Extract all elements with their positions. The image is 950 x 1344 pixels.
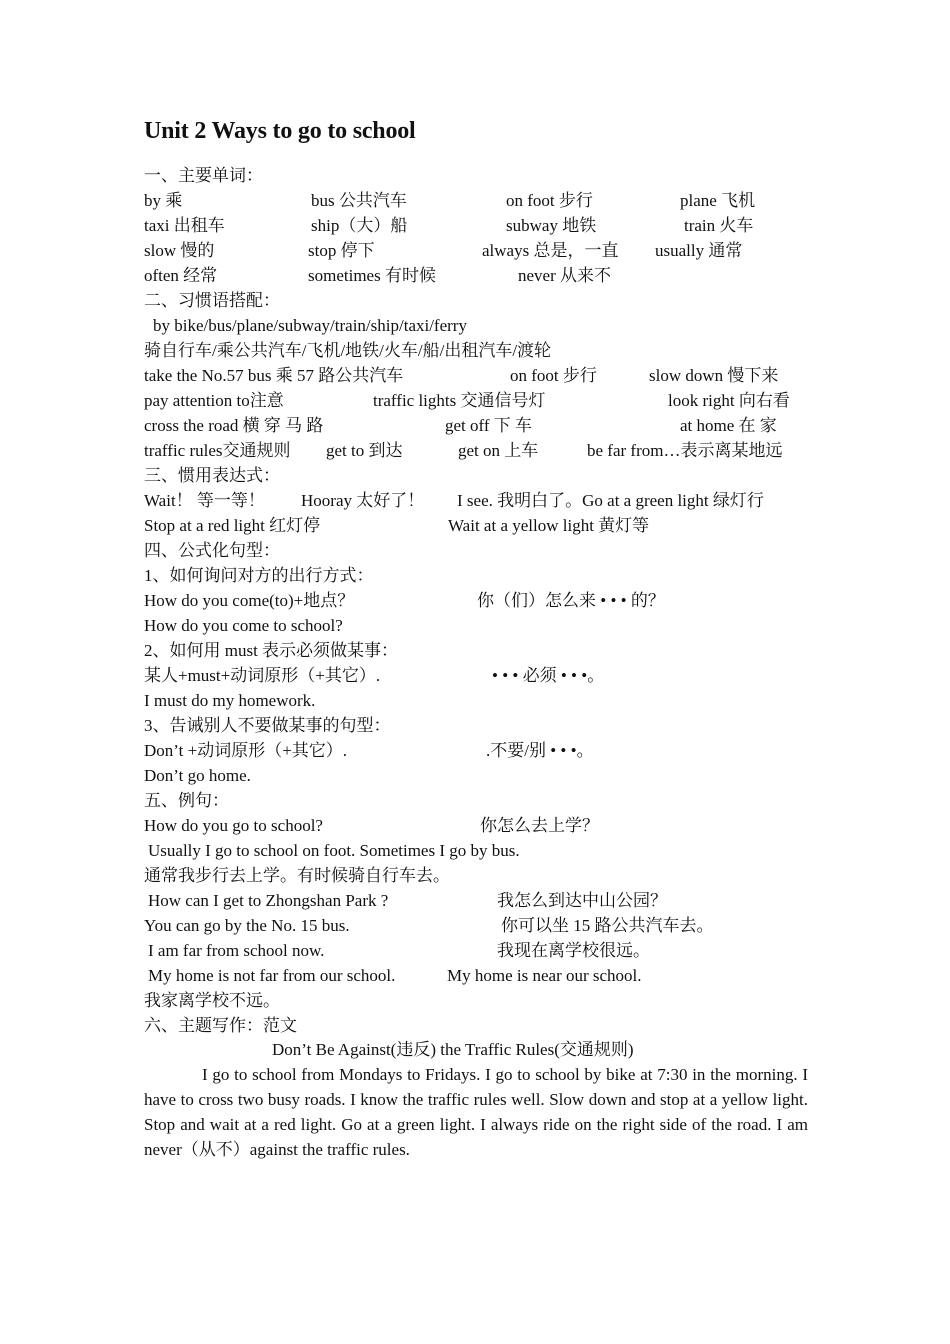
example-translation: 通常我步行去上学。有时候骑自行车去。: [144, 866, 450, 885]
expression-item: Stop at a red light 红灯停: [144, 516, 321, 535]
phrase-item: traffic lights 交通信号灯: [373, 391, 546, 410]
pattern-item: 某人+must+动词原形（+其它）.: [144, 666, 381, 685]
example-translation: 我现在离学校很远。: [497, 941, 650, 960]
section-heading-vocab: 一、主要单词：: [144, 166, 263, 185]
vocab-item: train 火车: [684, 216, 754, 235]
expression-item: Wait at a yellow light 黄灯等: [448, 516, 650, 535]
expression-item: Wait！ 等一等！: [144, 491, 265, 510]
pattern-item: 你（们）怎么来 • • • 的？: [477, 591, 665, 610]
vocab-item: on foot 步行: [506, 191, 593, 210]
section-heading-phrases: 二、习惯语搭配：: [144, 291, 280, 310]
phrase-item: on foot 步行: [510, 366, 597, 385]
phrase-item: be far from…表示离某地远: [587, 441, 783, 460]
phrase-item: pay attention to注意: [144, 391, 284, 410]
example-sentence: My home is not far from our school.: [148, 966, 396, 985]
section-heading-examples: 五、例句：: [144, 791, 229, 810]
vocab-item: often 经常: [144, 266, 218, 285]
pattern-example: I must do my homework.: [144, 691, 316, 710]
vocab-item: taxi 出租车: [144, 216, 225, 235]
example-translation: 我家离学校不远。: [144, 991, 280, 1010]
section-heading-writing: 六、主题写作：范文: [144, 1016, 297, 1035]
vocab-item: sometimes 有时候: [308, 266, 436, 285]
pattern-question: 2、如何用 must 表示必须做某事：: [144, 641, 399, 660]
pattern-item: How do you come(to)+地点？: [144, 591, 355, 610]
example-translation: 我怎么到达中山公园？: [497, 891, 667, 910]
phrase-item: at home 在 家: [680, 416, 777, 435]
phrase-item: traffic rules交通规则: [144, 441, 291, 460]
vocab-item: slow 慢的: [144, 241, 215, 260]
vocab-item: subway 地铁: [506, 216, 597, 235]
phrase-item: look right 向右看: [668, 391, 790, 410]
vocab-item: always 总是，一直: [482, 241, 619, 260]
phrase-line: by bike/bus/plane/subway/train/ship/taxi/ferry: [153, 316, 467, 335]
pattern-question: 1、如何询问对方的出行方式：: [144, 566, 374, 585]
vocab-item: never 从来不: [518, 266, 612, 285]
section-heading-patterns: 四、公式化句型：: [144, 541, 280, 560]
phrase-item: take the No.57 bus 乘 57 路公共汽车: [144, 366, 404, 385]
example-sentence: I am far from school now.: [148, 941, 325, 960]
vocab-item: usually 通常: [655, 241, 743, 260]
example-sentence: How can I get to Zhongshan Park ?: [148, 891, 389, 910]
vocab-item: bus 公共汽车: [311, 191, 407, 210]
example-translation: 你怎么去上学？: [480, 816, 599, 835]
phrase-item: cross the road 横 穿 马 路: [144, 416, 324, 435]
phrase-item: slow down 慢下来: [649, 366, 779, 385]
phrase-item: get to 到达: [326, 441, 403, 460]
pattern-question: 3、告诫别人不要做某事的句型：: [144, 716, 391, 735]
essay-paragraph: I go to school from Mondays to Fridays. I go to school by bike at 7:30 in the morning. I have to cross two busy roads. I know the traffic rules well. Slow down and stop at a yellow light. Stop and wait at a red light. Go at a green light. I always ride on the right side of the road. I am never（从不）against the traffic rules.: [144, 1065, 808, 1159]
example-sentence: How do you go to school?: [144, 816, 323, 835]
expression-item: I see. 我明白了。Go at a green light 绿灯行: [457, 491, 764, 510]
phrase-line: 骑自行车/乘公共汽车/飞机/地铁/火车/船/出租汽车/渡轮: [144, 341, 552, 360]
pattern-item: • • • 必须 • • •。: [492, 666, 605, 685]
pattern-example: Don’t go home.: [144, 766, 251, 785]
pattern-example: How do you come to school?: [144, 616, 343, 635]
pattern-item: .不要/别 • • •。: [486, 741, 594, 760]
example-sentence: Usually I go to school on foot. Sometimes I go by bus.: [148, 841, 520, 860]
vocab-item: plane 飞机: [680, 191, 756, 210]
vocab-item: by 乘: [144, 191, 183, 210]
pattern-item: Don’t +动词原形（+其它）.: [144, 741, 348, 760]
section-heading-expressions: 三、惯用表达式：: [144, 466, 280, 485]
page-title: Unit 2 Ways to go to school: [144, 118, 416, 144]
phrase-item: get off 下 车: [445, 416, 533, 435]
expression-item: Hooray 太好了！: [301, 491, 425, 510]
example-sentence: You can go by the No. 15 bus.: [144, 916, 350, 935]
phrase-item: get on 上车: [458, 441, 539, 460]
vocab-item: stop 停下: [308, 241, 375, 260]
essay-title: Don’t Be Against(违反) the Traffic Rules(交通规则): [272, 1040, 634, 1059]
example-sentence: My home is near our school.: [447, 966, 642, 985]
example-translation: 你可以坐 15 路公共汽车去。: [501, 916, 714, 935]
vocab-item: ship（大）船: [311, 216, 408, 235]
